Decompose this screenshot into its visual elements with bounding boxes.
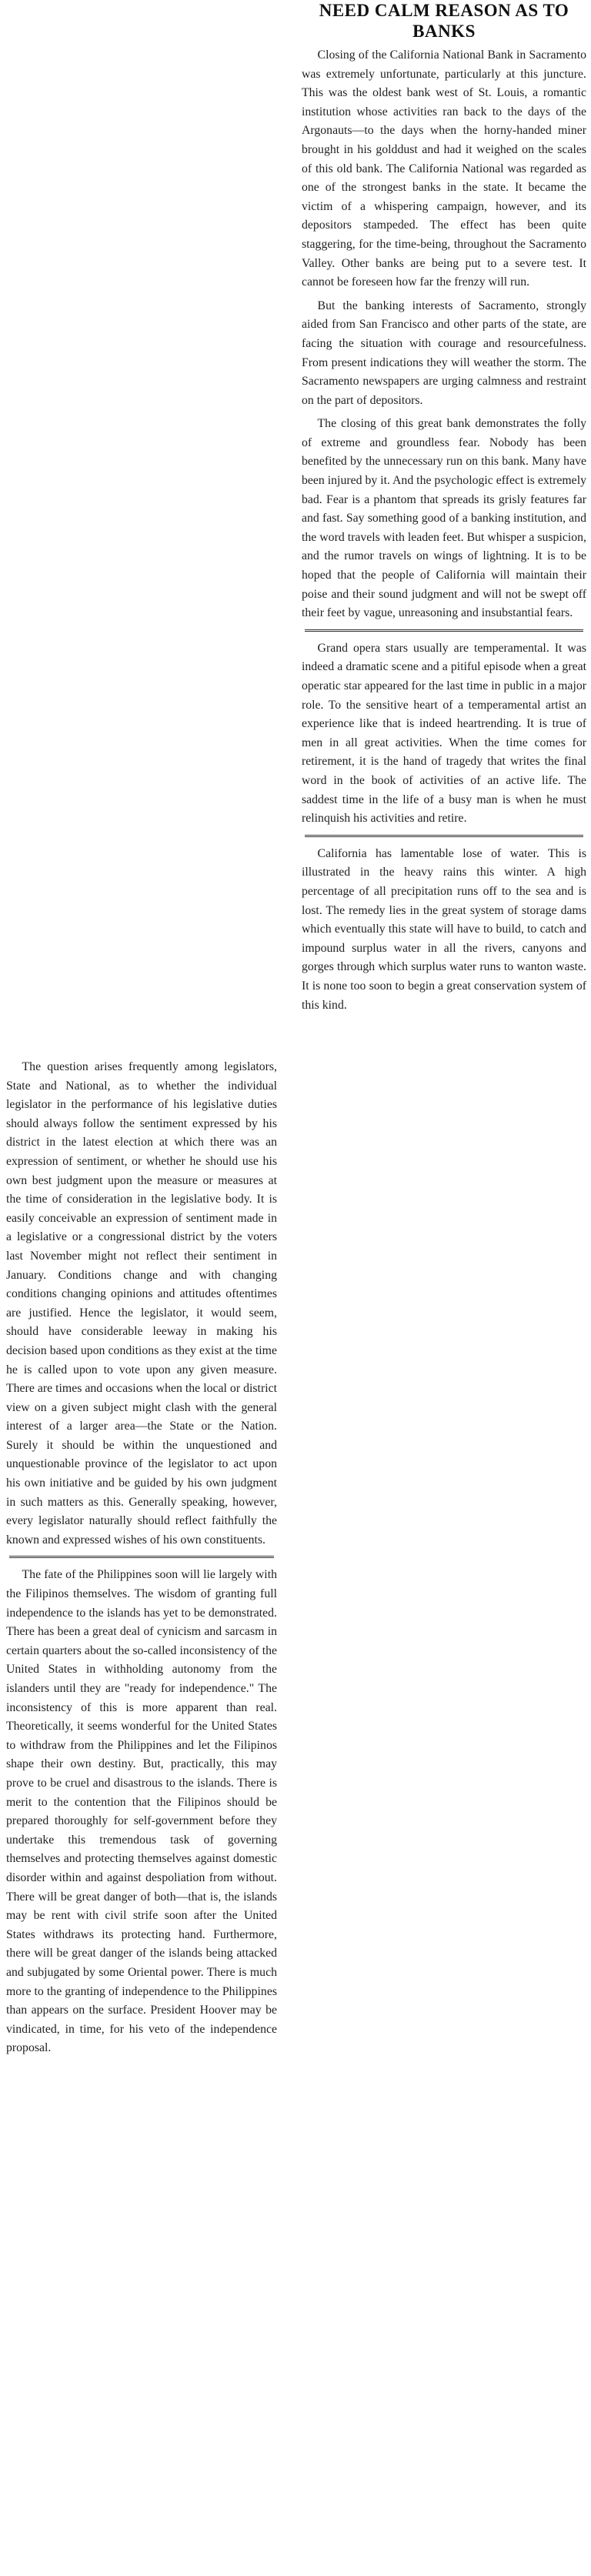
paragraph: The fate of the Philippines soon will lie largely with the Filipinos themselves. The wisdom of granting full independence to the islands has yet to be demonstrated. There has been a great deal of cynicism and sarcasm in certain quarters about the so-called inconsistency of the United States in withholding autonomy from the islanders until they are "ready for independence." The inconsistency of this is more apparent than real. Theoretically, it seems wonderful for the United States to withdraw from the Philippines and let the Filipinos shape their own destiny. But, practically, this may prove to be cruel and disastrous to the islands. There is merit to the contention that the Filipinos should be prepared thoroughly for self-government before they undertake this tremendous task of governing themselves and protecting themselves against domestic disorder within and against despoliation from without. There will be great danger of both—that is, the islands may be rent with civil strife soon after the United States withdraws its protecting hand. Furthermore, there will be great danger of the islands being attacked and subjugated by some Oriental power. There is much more to the granting of independence to the Philippines than appears on the surface. President Hoover may be vindicated, in time, for his veto of the independence proposal. bbox=[6, 1568, 277, 2055]
paragraph: Grand opera stars usually are temperamental. It was indeed a dramatic scene and a pitiful episode when a great operatic star appeared for the last time in public in a major role. To the sensitive heart of a temperamental artist an experience like that is indeed heartrending. It is true of men in all great activities. When the time comes for retirement, it is the hand of tragedy that writes the final word in the book of activities of an active life. The saddest time in the life of a busy man is when he must relinquish his activities and retire. bbox=[302, 641, 586, 826]
paragraph: The closing of this great bank demonstrates the folly of extreme and groundless fear. Nobody has been benefited by the unnecessary run on this bank. Many have been injured by it. And the psychologic effect is extremely bad. Fear is a phantom that spreads its grisly features far and fast. Say something good of a banking institution, and the word travels with leaden feet. But whisper a suspicion, and the rumor travels on wings of lightning. It is to be hoped that the people of California will maintain their poise and their sound judgment and will not be swept off their feet by vague, unreasoning and insubstantial fears. bbox=[302, 417, 586, 620]
left-column bbox=[6, 1058, 277, 2058]
paragraph: California has lamentable lose of water. This is illustrated in the heavy rains this winter. A high percentage of all precipitation runs off to the sea and is lost. The remedy lies in the great system of storage dams which eventually this state will have to build, to catch and impound surplus water in all the rivers, canyons and gorges through which surplus water runs to wanton waste. It is none too soon to begin a great conservation system of this kind. bbox=[302, 846, 586, 1012]
divider-rule bbox=[305, 835, 583, 837]
divider-rule bbox=[305, 629, 583, 632]
editorial-philippines bbox=[6, 1566, 277, 2057]
editorial-water-conservation bbox=[302, 845, 586, 1015]
divider-rule bbox=[9, 1556, 274, 1558]
editorial-opera-stars bbox=[302, 639, 586, 829]
paragraph: Closing of the California National Bank in Sacramento was extremely unfortunate, particularly at this juncture. This was the oldest bank west of St. Louis, a romantic institution whose activities ran back to the days of the Argonauts—to the days when the horny-handed miner brought in his golddust and had it weighed on the scales of this old bank. The California National was regarded as one of the strongest banks in the state. It became the victim of a whispering campaign, however, and its depositors stampeded. The effect has been quite staggering, for the time-being, throughout the Sacramento Valley. Other banks are being put to a severe test. It cannot be foreseen how far the frenzy will run. bbox=[302, 48, 586, 289]
editorial-legislators bbox=[6, 1058, 277, 1550]
editorial-bank-closing bbox=[302, 46, 586, 623]
paragraph: The question arises frequently among legislators, State and National, as to whether the individual legislator in the performance of his legislative duties should always follow the sentiment expressed by his district in the latest election at which there was an expression of sentiment, or whether he should use his own best judgment upon the measure or measures at the time of consideration in the legislative body. It is easily conceivable an expression of sentiment made in a legislative or a congressional district by the voters last November might not reflect their sentiment in January. Conditions change and with changing conditions changing opinions and attitudes oftentimes are justified. Hence the legislator, it would seem, should have considerable leeway in making his decision based upon conditions as they exist at the time he is called upon to vote upon any given measure. There are times and occasions when the local or district view on a given subject might clash with the general interest of a larger area—the State or the Nation. Surely it should be within the unquestioned and unquestionable province of the legislator to act upon his own initiative and be guided by his own judgment in such matters as this. Generally speaking, however, every legislator naturally should reflect faithfully the known and expressed wishes of his own constituents. bbox=[6, 1060, 277, 1547]
paragraph: But the banking interests of Sacramento, strongly aided from San Francisco and other parts of the state, are facing the situation with courage and resourcefulness. From present indications they will weather the storm. The Sacramento newspapers are urging calmness and restraint on the part of depositors. bbox=[302, 299, 586, 407]
right-column bbox=[302, 0, 586, 1015]
headline: NEED CALM REASON AS TO BANKS bbox=[319, 1, 569, 41]
